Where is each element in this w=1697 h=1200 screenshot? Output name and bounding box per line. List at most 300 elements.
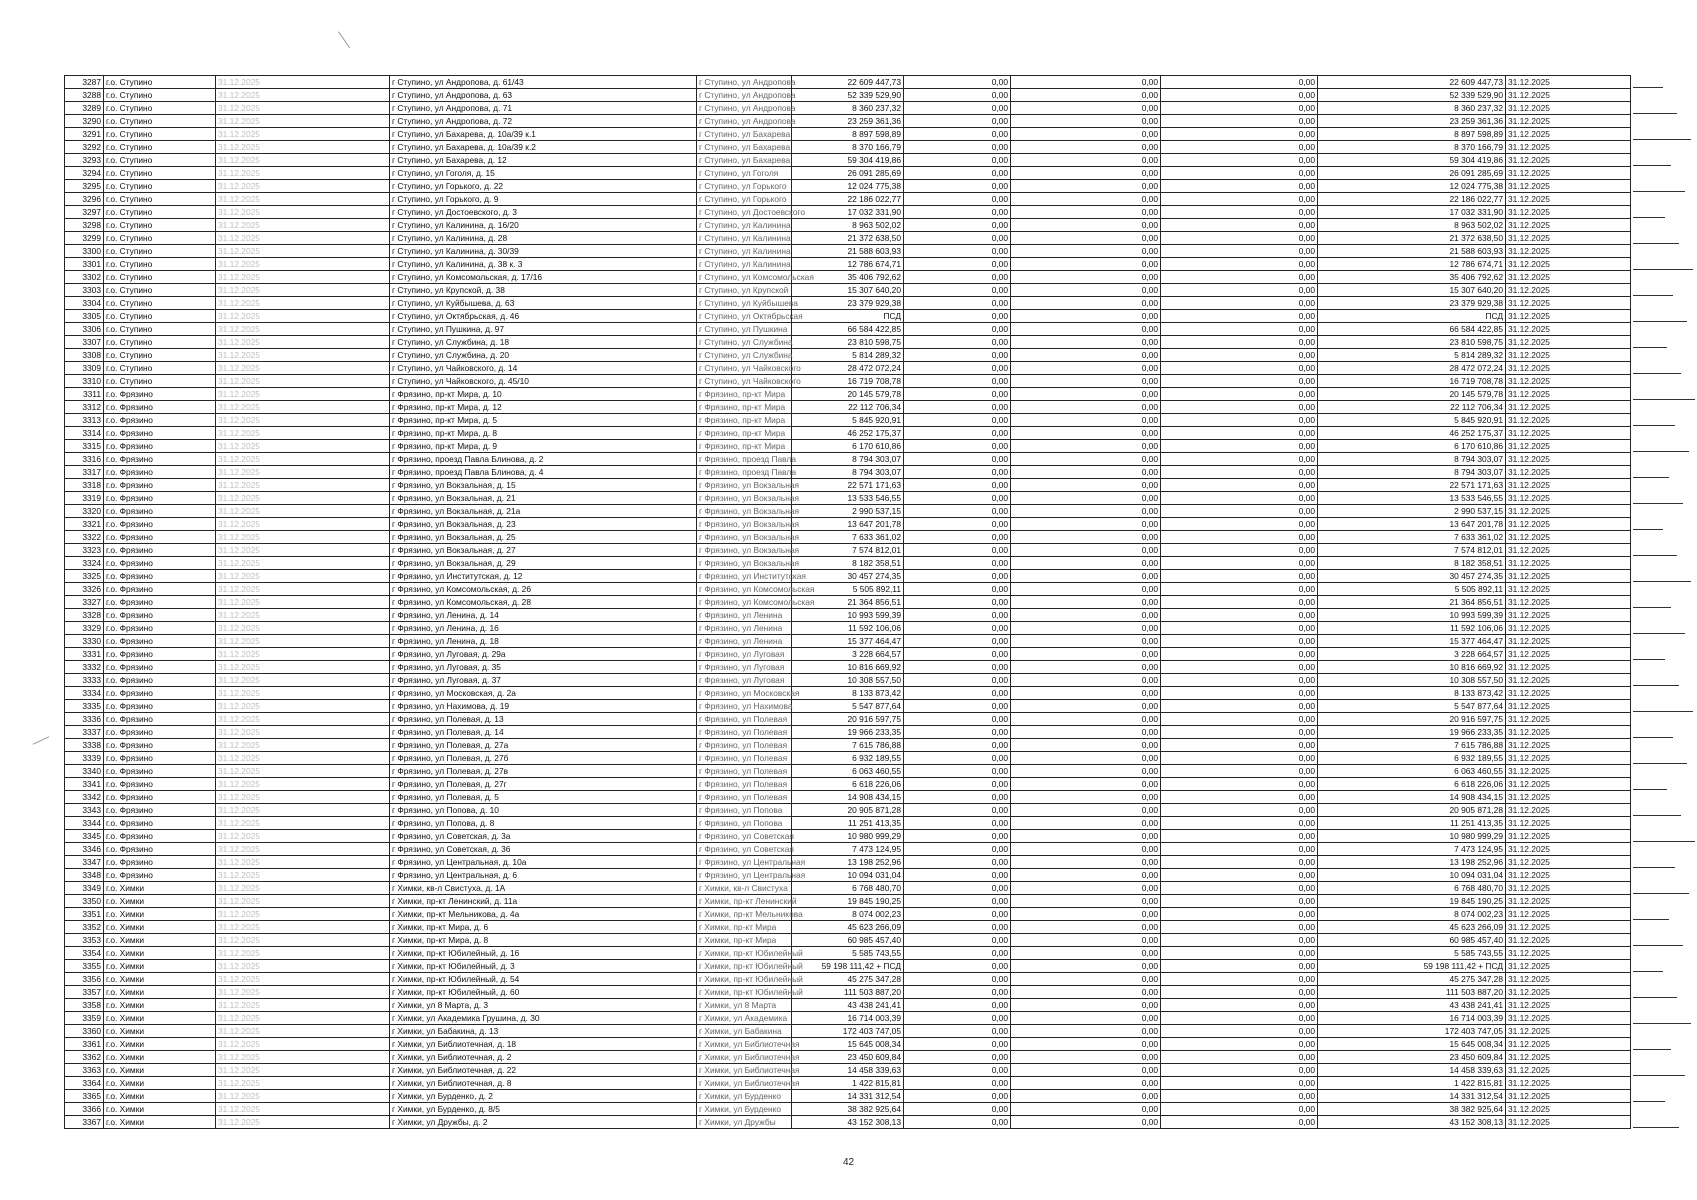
amount-cell: 26 091 285,69	[792, 167, 904, 180]
table-row	[65, 609, 1631, 622]
value-c-cell: 0,00	[1161, 947, 1318, 960]
row-number: 3335	[65, 700, 104, 713]
value-c-cell: 0,00	[1161, 1090, 1318, 1103]
edge-line	[1633, 373, 1681, 374]
table-row	[65, 921, 1631, 934]
row-number: 3287	[65, 76, 104, 89]
table-row	[65, 388, 1631, 401]
table-row	[65, 440, 1631, 453]
value-c-cell: 0,00	[1161, 791, 1318, 804]
address-short-cell: г Химки, пр-кт Юбилейный	[697, 973, 792, 986]
edge-line	[1633, 503, 1683, 504]
municipality-cell: г.о. Ступино	[104, 297, 216, 310]
edge-line	[1633, 399, 1695, 400]
municipality-cell: г.о. Фрязино	[104, 557, 216, 570]
date-cell: 31.12.2025	[216, 765, 390, 778]
address-cell: г Ступино, ул Горького, д. 22	[390, 180, 697, 193]
value-a-cell: 0,00	[904, 115, 1011, 128]
total-cell: 45 623 266,09	[1318, 921, 1506, 934]
total-cell: 10 094 031,04	[1318, 869, 1506, 882]
final-date-cell: 31.12.2025	[1506, 427, 1631, 440]
date-cell: 31.12.2025	[216, 141, 390, 154]
amount-cell: 10 094 031,04	[792, 869, 904, 882]
value-b-cell: 0,00	[1011, 284, 1161, 297]
value-c-cell: 0,00	[1161, 427, 1318, 440]
municipality-cell: г.о. Фрязино	[104, 401, 216, 414]
row-number: 3356	[65, 973, 104, 986]
final-date-cell: 31.12.2025	[1506, 544, 1631, 557]
table-row	[65, 167, 1631, 180]
final-date-cell: 31.12.2025	[1506, 167, 1631, 180]
amount-cell: 23 810 598,75	[792, 336, 904, 349]
amount-cell: 30 457 274,35	[792, 570, 904, 583]
edge-line	[1633, 451, 1689, 452]
row-number: 3288	[65, 89, 104, 102]
total-cell: 8 360 237,32	[1318, 102, 1506, 115]
address-short-cell: г Химки, ул Академика	[697, 1012, 792, 1025]
address-short-cell: г Фрязино, ул Вокзальная	[697, 557, 792, 570]
row-number: 3333	[65, 674, 104, 687]
final-date-cell: 31.12.2025	[1506, 388, 1631, 401]
value-b-cell: 0,00	[1011, 336, 1161, 349]
municipality-cell: г.о. Ступино	[104, 115, 216, 128]
municipality-cell: г.о. Ступино	[104, 128, 216, 141]
date-cell: 31.12.2025	[216, 375, 390, 388]
row-number: 3315	[65, 440, 104, 453]
value-a-cell: 0,00	[904, 674, 1011, 687]
edge-line	[1633, 191, 1685, 192]
amount-cell: 21 372 638,50	[792, 232, 904, 245]
row-number: 3358	[65, 999, 104, 1012]
address-short-cell: г Химки, ул Библиотечная	[697, 1038, 792, 1051]
final-date-cell: 31.12.2025	[1506, 570, 1631, 583]
address-cell: г Фрязино, проезд Павла Блинова, д. 2	[390, 453, 697, 466]
address-cell: г Ступино, ул Службина, д. 20	[390, 349, 697, 362]
address-cell: г Химки, кв-л Свистуха, д. 1А	[390, 882, 697, 895]
table-row	[65, 193, 1631, 206]
date-cell: 31.12.2025	[216, 999, 390, 1012]
table-row	[65, 596, 1631, 609]
final-date-cell: 31.12.2025	[1506, 180, 1631, 193]
address-short-cell: г Ступино, ул Чайковского	[697, 375, 792, 388]
table-row	[65, 830, 1631, 843]
municipality-cell: г.о. Фрязино	[104, 648, 216, 661]
total-cell: 7 473 124,95	[1318, 843, 1506, 856]
date-cell: 31.12.2025	[216, 518, 390, 531]
municipality-cell: г.о. Ступино	[104, 375, 216, 388]
municipality-cell: г.о. Ступино	[104, 167, 216, 180]
value-a-cell: 0,00	[904, 986, 1011, 999]
address-short-cell: г Ступино, ул Калинина	[697, 232, 792, 245]
value-c-cell: 0,00	[1161, 206, 1318, 219]
value-a-cell: 0,00	[904, 427, 1011, 440]
address-short-cell: г Фрязино, ул Центральная	[697, 869, 792, 882]
municipality-cell: г.о. Ступино	[104, 154, 216, 167]
address-cell: г Фрязино, ул Ленина, д. 14	[390, 609, 697, 622]
address-short-cell: г Фрязино, ул Полевая	[697, 778, 792, 791]
row-number: 3302	[65, 271, 104, 284]
value-b-cell: 0,00	[1011, 505, 1161, 518]
total-cell: 13 533 546,55	[1318, 492, 1506, 505]
municipality-cell: г.о. Фрязино	[104, 414, 216, 427]
address-short-cell: г Химки, пр-кт Юбилейный	[697, 960, 792, 973]
amount-cell: 16 719 708,78	[792, 375, 904, 388]
amount-cell: 19 845 190,25	[792, 895, 904, 908]
address-short-cell: г Фрязино, пр-кт Мира	[697, 388, 792, 401]
value-c-cell: 0,00	[1161, 934, 1318, 947]
date-cell: 31.12.2025	[216, 440, 390, 453]
address-short-cell: г Ступино, ул Андропова	[697, 89, 792, 102]
municipality-cell: г.о. Ступино	[104, 89, 216, 102]
value-b-cell: 0,00	[1011, 440, 1161, 453]
final-date-cell: 31.12.2025	[1506, 752, 1631, 765]
value-b-cell: 0,00	[1011, 1012, 1161, 1025]
table-row	[65, 674, 1631, 687]
address-cell: г Фрязино, ул Вокзальная, д. 25	[390, 531, 697, 544]
total-cell: 59 198 111,42 + ПСД	[1318, 960, 1506, 973]
municipality-cell: г.о. Ступино	[104, 284, 216, 297]
address-cell: г Фрязино, пр-кт Мира, д. 9	[390, 440, 697, 453]
final-date-cell: 31.12.2025	[1506, 960, 1631, 973]
address-short-cell: г Ступино, ул Службина	[697, 336, 792, 349]
amount-cell: 23 450 609,84	[792, 1051, 904, 1064]
row-number: 3326	[65, 583, 104, 596]
total-cell: 17 032 331,90	[1318, 206, 1506, 219]
final-date-cell: 31.12.2025	[1506, 947, 1631, 960]
edge-line	[1633, 763, 1687, 764]
table-row	[65, 895, 1631, 908]
amount-cell: 5 845 920,91	[792, 414, 904, 427]
final-date-cell: 31.12.2025	[1506, 856, 1631, 869]
value-a-cell: 0,00	[904, 76, 1011, 89]
total-cell: 172 403 747,05	[1318, 1025, 1506, 1038]
address-cell: г Фрязино, пр-кт Мира, д. 10	[390, 388, 697, 401]
value-c-cell: 0,00	[1161, 843, 1318, 856]
address-short-cell: г Химки, пр-кт Мира	[697, 934, 792, 947]
table-row	[65, 102, 1631, 115]
total-cell: 6 768 480,70	[1318, 882, 1506, 895]
table-row	[65, 635, 1631, 648]
row-number: 3332	[65, 661, 104, 674]
address-short-cell: г Ступино, ул Калинина	[697, 245, 792, 258]
row-number: 3361	[65, 1038, 104, 1051]
municipality-cell: г.о. Фрязино	[104, 466, 216, 479]
value-c-cell: 0,00	[1161, 856, 1318, 869]
municipality-cell: г.о. Фрязино	[104, 440, 216, 453]
value-a-cell: 0,00	[904, 596, 1011, 609]
table-row	[65, 1090, 1631, 1103]
final-date-cell: 31.12.2025	[1506, 908, 1631, 921]
final-date-cell: 31.12.2025	[1506, 258, 1631, 271]
address-cell: г Фрязино, ул Вокзальная, д. 29	[390, 557, 697, 570]
value-c-cell: 0,00	[1161, 76, 1318, 89]
total-cell: 5 505 892,11	[1318, 583, 1506, 596]
total-cell: 14 458 339,63	[1318, 1064, 1506, 1077]
address-short-cell: г Химки, кв-л Свистуха	[697, 882, 792, 895]
value-c-cell: 0,00	[1161, 349, 1318, 362]
address-cell: г Ступино, ул Андропова, д. 63	[390, 89, 697, 102]
total-cell: 59 304 419,86	[1318, 154, 1506, 167]
final-date-cell: 31.12.2025	[1506, 739, 1631, 752]
address-short-cell: г Фрязино, ул Ленина	[697, 635, 792, 648]
value-a-cell: 0,00	[904, 804, 1011, 817]
row-number: 3363	[65, 1064, 104, 1077]
value-b-cell: 0,00	[1011, 115, 1161, 128]
amount-cell: 6 768 480,70	[792, 882, 904, 895]
address-cell: г Ступино, ул Андропова, д. 72	[390, 115, 697, 128]
municipality-cell: г.о. Химки	[104, 1116, 216, 1129]
value-a-cell: 0,00	[904, 622, 1011, 635]
value-b-cell: 0,00	[1011, 1025, 1161, 1038]
row-number: 3348	[65, 869, 104, 882]
value-a-cell: 0,00	[904, 284, 1011, 297]
final-date-cell: 31.12.2025	[1506, 1116, 1631, 1129]
municipality-cell: г.о. Химки	[104, 1038, 216, 1051]
table-row	[65, 219, 1631, 232]
total-cell: 20 145 579,78	[1318, 388, 1506, 401]
final-date-cell: 31.12.2025	[1506, 297, 1631, 310]
value-b-cell: 0,00	[1011, 466, 1161, 479]
table-row	[65, 986, 1631, 999]
amount-cell: 3 228 664,57	[792, 648, 904, 661]
row-number: 3303	[65, 284, 104, 297]
total-cell: 21 364 856,51	[1318, 596, 1506, 609]
total-cell: 5 814 289,32	[1318, 349, 1506, 362]
edge-line	[1633, 659, 1665, 660]
row-number: 3344	[65, 817, 104, 830]
municipality-cell: г.о. Фрязино	[104, 752, 216, 765]
amount-cell: 45 623 266,09	[792, 921, 904, 934]
total-cell: 16 714 003,39	[1318, 1012, 1506, 1025]
final-date-cell: 31.12.2025	[1506, 830, 1631, 843]
total-cell: 5 547 877,64	[1318, 700, 1506, 713]
address-cell: г Ступино, ул Чайковского, д. 45/10	[390, 375, 697, 388]
edge-line	[1633, 87, 1663, 88]
value-b-cell: 0,00	[1011, 310, 1161, 323]
final-date-cell: 31.12.2025	[1506, 882, 1631, 895]
value-a-cell: 0,00	[904, 739, 1011, 752]
value-b-cell: 0,00	[1011, 427, 1161, 440]
value-b-cell: 0,00	[1011, 180, 1161, 193]
date-cell: 31.12.2025	[216, 791, 390, 804]
date-cell: 31.12.2025	[216, 167, 390, 180]
municipality-cell: г.о. Химки	[104, 999, 216, 1012]
edge-line	[1633, 971, 1663, 972]
final-date-cell: 31.12.2025	[1506, 219, 1631, 232]
amount-cell: 8 370 166,79	[792, 141, 904, 154]
edge-line	[1633, 815, 1681, 816]
municipality-cell: г.о. Ступино	[104, 219, 216, 232]
date-cell: 31.12.2025	[216, 973, 390, 986]
amount-cell: 22 609 447,73	[792, 76, 904, 89]
amount-cell: 7 574 812,01	[792, 544, 904, 557]
value-a-cell: 0,00	[904, 791, 1011, 804]
amount-cell: 19 966 233,35	[792, 726, 904, 739]
table-row	[65, 375, 1631, 388]
value-b-cell: 0,00	[1011, 635, 1161, 648]
date-cell: 31.12.2025	[216, 154, 390, 167]
value-b-cell: 0,00	[1011, 609, 1161, 622]
value-a-cell: 0,00	[904, 531, 1011, 544]
amount-cell: 7 615 786,88	[792, 739, 904, 752]
table-row	[65, 128, 1631, 141]
row-number: 3340	[65, 765, 104, 778]
municipality-cell: г.о. Фрязино	[104, 830, 216, 843]
value-a-cell: 0,00	[904, 297, 1011, 310]
value-b-cell: 0,00	[1011, 479, 1161, 492]
total-cell: 21 372 638,50	[1318, 232, 1506, 245]
address-cell: г Фрязино, ул Луговая, д. 35	[390, 661, 697, 674]
final-date-cell: 31.12.2025	[1506, 141, 1631, 154]
table-row	[65, 401, 1631, 414]
date-cell: 31.12.2025	[216, 427, 390, 440]
edge-line	[1633, 633, 1685, 634]
value-a-cell: 0,00	[904, 570, 1011, 583]
amount-cell: 7 473 124,95	[792, 843, 904, 856]
address-short-cell: г Химки, пр-кт Мельникова	[697, 908, 792, 921]
value-a-cell: 0,00	[904, 206, 1011, 219]
amount-cell: 22 186 022,77	[792, 193, 904, 206]
edge-line	[1633, 711, 1693, 712]
municipality-cell: г.о. Ступино	[104, 102, 216, 115]
address-short-cell: г Фрязино, ул Вокзальная	[697, 531, 792, 544]
amount-cell: 10 308 557,50	[792, 674, 904, 687]
date-cell: 31.12.2025	[216, 297, 390, 310]
total-cell: 3 228 664,57	[1318, 648, 1506, 661]
table-row	[65, 414, 1631, 427]
address-cell: г Фрязино, ул Полевая, д. 27а	[390, 739, 697, 752]
final-date-cell: 31.12.2025	[1506, 206, 1631, 219]
date-cell: 31.12.2025	[216, 323, 390, 336]
address-cell: г Ступино, ул Чайковского, д. 14	[390, 362, 697, 375]
row-number: 3294	[65, 167, 104, 180]
value-c-cell: 0,00	[1161, 401, 1318, 414]
value-a-cell: 0,00	[904, 349, 1011, 362]
final-date-cell: 31.12.2025	[1506, 1012, 1631, 1025]
value-b-cell: 0,00	[1011, 1116, 1161, 1129]
value-a-cell: 0,00	[904, 167, 1011, 180]
value-c-cell: 0,00	[1161, 1051, 1318, 1064]
value-a-cell: 0,00	[904, 1116, 1011, 1129]
edge-line	[1633, 555, 1677, 556]
value-c-cell: 0,00	[1161, 440, 1318, 453]
municipality-cell: г.о. Химки	[104, 1025, 216, 1038]
address-cell: г Ступино, ул Калинина, д. 28	[390, 232, 697, 245]
value-a-cell: 0,00	[904, 960, 1011, 973]
amount-cell: 59 198 111,42 + ПСД	[792, 960, 904, 973]
value-a-cell: 0,00	[904, 973, 1011, 986]
row-number: 3325	[65, 570, 104, 583]
total-cell: 11 251 413,35	[1318, 817, 1506, 830]
address-cell: г Химки, ул Библиотечная, д. 8	[390, 1077, 697, 1090]
address-short-cell: г Ступино, ул Бахарева	[697, 141, 792, 154]
row-number: 3291	[65, 128, 104, 141]
edge-line	[1633, 945, 1683, 946]
value-c-cell: 0,00	[1161, 102, 1318, 115]
amount-cell: 60 985 457,40	[792, 934, 904, 947]
date-cell: 31.12.2025	[216, 1038, 390, 1051]
table-row	[65, 622, 1631, 635]
value-a-cell: 0,00	[904, 128, 1011, 141]
total-cell: 111 503 887,20	[1318, 986, 1506, 999]
address-cell: г Химки, ул Библиотечная, д. 18	[390, 1038, 697, 1051]
value-b-cell: 0,00	[1011, 167, 1161, 180]
address-cell: г Ступино, ул Куйбышева, д. 63	[390, 297, 697, 310]
table-row	[65, 765, 1631, 778]
final-date-cell: 31.12.2025	[1506, 713, 1631, 726]
table-row	[65, 1051, 1631, 1064]
date-cell: 31.12.2025	[216, 531, 390, 544]
row-number: 3304	[65, 297, 104, 310]
value-a-cell: 0,00	[904, 388, 1011, 401]
final-date-cell: 31.12.2025	[1506, 596, 1631, 609]
municipality-cell: г.о. Химки	[104, 1064, 216, 1077]
row-number: 3309	[65, 362, 104, 375]
final-date-cell: 31.12.2025	[1506, 102, 1631, 115]
amount-cell: 59 304 419,86	[792, 154, 904, 167]
value-c-cell: 0,00	[1161, 323, 1318, 336]
address-cell: г Фрязино, ул Вокзальная, д. 23	[390, 518, 697, 531]
address-cell: г Ступино, ул Андропова, д. 61/43	[390, 76, 697, 89]
address-cell: г Химки, ул 8 Марта, д. 3	[390, 999, 697, 1012]
value-a-cell: 0,00	[904, 921, 1011, 934]
total-cell: ПСД	[1318, 310, 1506, 323]
value-b-cell: 0,00	[1011, 973, 1161, 986]
row-number: 3342	[65, 791, 104, 804]
value-b-cell: 0,00	[1011, 557, 1161, 570]
date-cell: 31.12.2025	[216, 258, 390, 271]
value-b-cell: 0,00	[1011, 999, 1161, 1012]
table-row	[65, 713, 1631, 726]
table-row	[65, 752, 1631, 765]
date-cell: 31.12.2025	[216, 193, 390, 206]
total-cell: 8 182 358,51	[1318, 557, 1506, 570]
row-number: 3321	[65, 518, 104, 531]
final-date-cell: 31.12.2025	[1506, 193, 1631, 206]
date-cell: 31.12.2025	[216, 1103, 390, 1116]
value-b-cell: 0,00	[1011, 843, 1161, 856]
final-date-cell: 31.12.2025	[1506, 1025, 1631, 1038]
address-short-cell: г Фрязино, ул Советская	[697, 830, 792, 843]
value-b-cell: 0,00	[1011, 934, 1161, 947]
address-short-cell: г Ступино, ул Калинина	[697, 219, 792, 232]
municipality-cell: г.о. Фрязино	[104, 817, 216, 830]
date-cell: 31.12.2025	[216, 102, 390, 115]
final-date-cell: 31.12.2025	[1506, 492, 1631, 505]
value-c-cell: 0,00	[1161, 271, 1318, 284]
cropped-edge-column	[1633, 75, 1697, 1148]
final-date-cell: 31.12.2025	[1506, 232, 1631, 245]
table-row	[65, 999, 1631, 1012]
value-a-cell: 0,00	[904, 999, 1011, 1012]
edge-line	[1633, 685, 1679, 686]
table-row	[65, 427, 1631, 440]
value-a-cell: 0,00	[904, 934, 1011, 947]
date-cell: 31.12.2025	[216, 882, 390, 895]
municipality-cell: г.о. Фрязино	[104, 427, 216, 440]
address-cell: г Ступино, ул Октябрьская, д. 46	[390, 310, 697, 323]
value-b-cell: 0,00	[1011, 518, 1161, 531]
row-number: 3311	[65, 388, 104, 401]
address-cell: г Фрязино, пр-кт Мира, д. 12	[390, 401, 697, 414]
date-cell: 31.12.2025	[216, 583, 390, 596]
row-number: 3354	[65, 947, 104, 960]
final-date-cell: 31.12.2025	[1506, 895, 1631, 908]
amount-cell: 13 647 201,78	[792, 518, 904, 531]
final-date-cell: 31.12.2025	[1506, 414, 1631, 427]
row-number: 3337	[65, 726, 104, 739]
value-b-cell: 0,00	[1011, 1064, 1161, 1077]
